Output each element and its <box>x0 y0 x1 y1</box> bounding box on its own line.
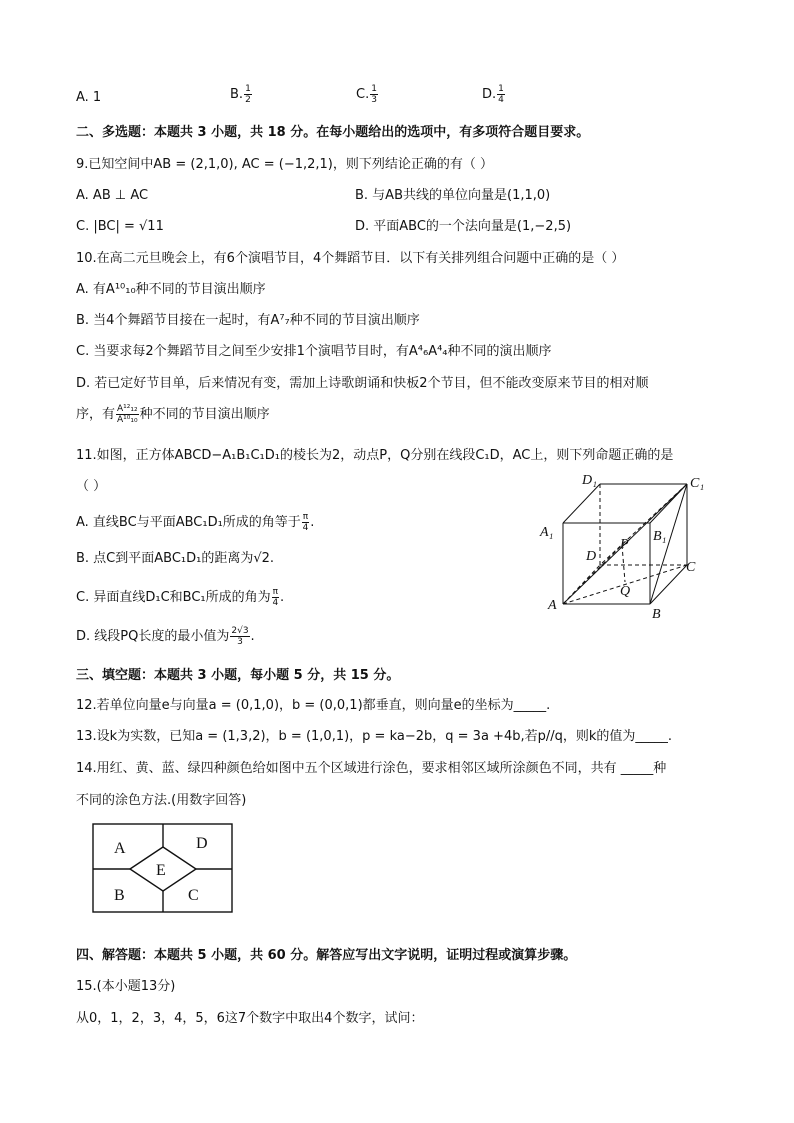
label-a: A <box>548 598 557 613</box>
region-b-label: B <box>114 887 125 904</box>
label-a1: A₁ <box>540 525 554 540</box>
label-c: C <box>686 560 696 575</box>
q9-option-d: D. 平面ABC的一个法向量是(1,−2,5) <box>355 219 572 234</box>
section-multiple-choice-heading: 二、多选题：本题共 3 小题，共 18 分。在每小题给出的选项中，有多项符合题目要求。 <box>76 125 590 140</box>
q10-option-d-line2: 序，有 $\frac{\text{A¹²₁₂}}{\text{A¹⁰₁₀}}$ 种不同的节目演出顺序 <box>76 404 270 425</box>
q11-stem-line2: （ ） <box>76 479 107 494</box>
q14-line2: 不同的涂色方法.(用数字回答) <box>76 793 247 808</box>
label-d: D <box>586 549 597 564</box>
q9-option-a: A. AB ⊥ AC <box>76 188 149 203</box>
q11-option-a: A. 直线BC与平面ABC₁D₁所成的角等于 $\frac{\pi}{4}$ . <box>76 512 315 533</box>
q10-option-c: C. 当要求每2个舞蹈节目之间至少安排1个演唱节目时，有A⁴₆A⁴₄种不同的演出顺序 <box>76 344 552 359</box>
q8-option-c: C. $\frac{1}{3}$ <box>356 84 377 105</box>
q11-option-b: B. 点C到平面ABC₁D₁的距离为√2. <box>76 551 275 566</box>
region-c-label: C <box>188 887 199 904</box>
q15-body: 从0，1，2，3，4，5，6这7个数字中取出4个数字，试问： <box>76 1011 424 1026</box>
q14-line1: 14.用红、黄、蓝、绿四种颜色给如图中五个区域进行涂色，要求相邻区域所涂颜色不同，共有 _____种 <box>76 761 667 776</box>
q9-stem: 9.已知空间中AB = (2,1,0), AC = (−1,2,1)，则下列结论正确的有（ ） <box>76 157 494 172</box>
q10-stem: 10.在高二元旦晚会上，有6个演唱节目，4个舞蹈节目．以下有关排列组合问题中正确的是（ ） <box>76 251 625 266</box>
q10-option-b: B. 当4个舞蹈节目接在一起时，有A⁷₇种不同的节目演出顺序 <box>76 313 420 328</box>
q12: 12.若单位向量e与向量a = (0,1,0)，b = (0,0,1)都垂直，则向量e的坐标为_____. <box>76 698 551 713</box>
q13: 13.设k为实数，已知a = (1,3,2)，b = (1,0,1)，p = ka−2b，q = 3a +4b,若p//q，则k的值为_____. <box>76 729 673 744</box>
q11-option-c: C. 异面直线D₁C和BC₁所成的角为 $\frac{\pi}{4}$ . <box>76 587 285 608</box>
label-p: P <box>620 537 629 552</box>
q8-option-b: B. $\frac{1}{2}$ <box>230 84 251 105</box>
section-solution-heading: 四、解答题：本题共 5 小题，共 60 分。解答应写出文字说明，证明过程或演算步骤。 <box>76 948 577 963</box>
region-d-label: D <box>196 835 208 852</box>
q8-option-a: A. 1 <box>76 90 102 105</box>
section-fill-in-heading: 三、填空题：本题共 3 小题，每小题 5 分，共 15 分。 <box>76 668 400 683</box>
region-diagram <box>92 823 234 915</box>
q11-option-d: D. 线段PQ长度的最小值为 $\frac{2√3}{3}$ . <box>76 626 255 647</box>
region-e-label: E <box>156 862 166 879</box>
q9-option-b: B. 与AB共线的单位向量是(1,1,0) <box>355 188 551 203</box>
label-q: Q <box>620 584 631 599</box>
q9-option-c: C. |BC| = √11 <box>76 219 164 234</box>
q11-stem-line1: 11.如图，正方体ABCD−A₁B₁C₁D₁的棱长为2，动点P，Q分别在线段C₁D，AC上，则下列命题正确的是 <box>76 448 674 463</box>
q10-option-a: A. 有A¹⁰₁₀种不同的节目演出顺序 <box>76 282 266 297</box>
q10-option-d-line1: D. 若已定好节目单，后来情况有变，需加上诗歌朗诵和快板2个节目，但不能改变原来节目的相对顺 <box>76 376 649 391</box>
label-b1: B₁ <box>653 529 667 544</box>
cube-figure <box>530 468 720 626</box>
region-a-label: A <box>114 840 126 857</box>
label-d1: D₁ <box>582 473 597 488</box>
label-c1: C₁ <box>690 476 705 491</box>
q15-header: 15.(本小题13分) <box>76 979 176 994</box>
label-b: B <box>652 607 661 622</box>
q8-option-d: D. $\frac{1}{4}$ <box>482 84 504 105</box>
